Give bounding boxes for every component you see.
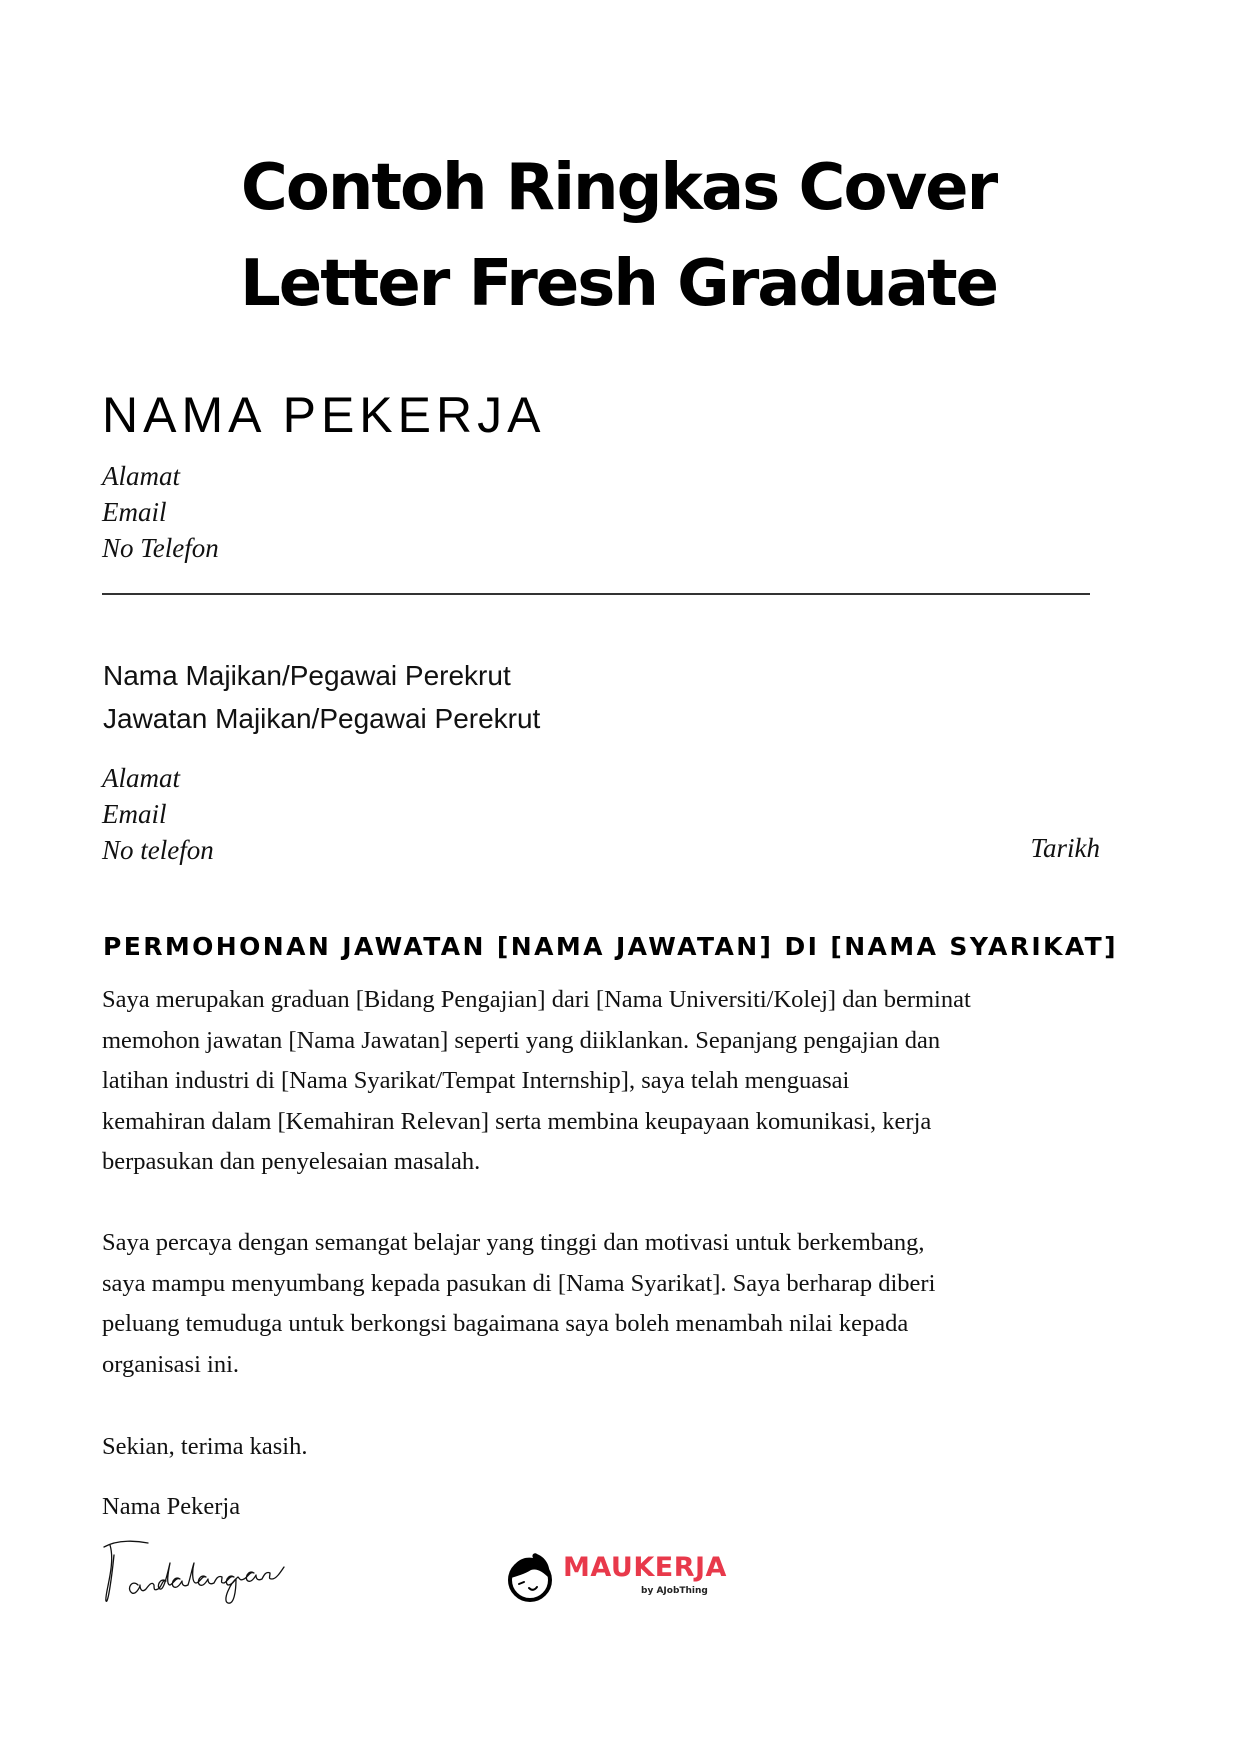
paragraph-line: peluang temuduga untuk berkongsi bagaimana saya boleh menambah nilai kepada: [102, 1310, 909, 1337]
logo-wordmark: MAUKERJA: [563, 1552, 727, 1583]
paragraph-line: Saya merupakan graduan [Bidang Pengajian] dari [Nama Universiti/Kolej] dan berminat: [102, 986, 971, 1013]
signature-script-icon: [98, 1535, 338, 1615]
signoff-name: Nama Pekerja: [102, 1493, 241, 1520]
logo-subtext: by AJobThing: [641, 1586, 708, 1596]
recipient-address: Alamat: [102, 763, 180, 793]
recipient-block: [103, 654, 540, 740]
letter-subject: PERMOHONAN JAWATAN [NAMA JAWATAN] DI [NAMA SYARIKAT]: [103, 932, 1118, 961]
recipient-position: Jawatan Majikan/Pegawai Perekrut: [103, 703, 541, 734]
closing-text: Sekian, terima kasih.: [102, 1433, 308, 1460]
paragraph-line: saya mampu menyumbang kepada pasukan di [Nama Syarikat]. Saya berharap diberi: [102, 1269, 936, 1297]
paragraph-line: organisasi ini.: [102, 1350, 240, 1378]
title-line-2: Letter Fresh Graduate: [240, 247, 997, 321]
paragraph-line: memohon jawatan [Nama Jawatan] seperti yang diiklankan. Sepanjang pengajian dan: [102, 1026, 941, 1054]
maukerja-logo: [503, 1550, 727, 1610]
recipient-phone: No telefon: [102, 835, 214, 865]
sender-contact: [102, 458, 219, 566]
document-title: [0, 140, 1237, 332]
date-label: Tarikh: [1030, 833, 1100, 863]
sender-email: Email: [102, 497, 167, 527]
sender-phone: No Telefon: [102, 533, 219, 563]
mascot-face-icon: [503, 1550, 557, 1604]
header-divider: [102, 593, 1090, 595]
recipient-contact: [102, 760, 214, 868]
body-paragraph-1: [102, 980, 1102, 1183]
recipient-email: Email: [102, 799, 167, 829]
paragraph-line: kemahiran dalam [Kemahiran Relevan] serta membina keupayaan komunikasi, kerja: [102, 1107, 932, 1135]
title-line-1: Contoh Ringkas Cover: [240, 151, 997, 225]
paragraph-line: berpasukan dan penyelesaian masalah.: [102, 1148, 481, 1175]
recipient-name: Nama Majikan/Pegawai Perekrut: [103, 660, 511, 691]
sender-name: NAMA PEKERJA: [102, 387, 546, 443]
paragraph-line: latihan industri di [Nama Syarikat/Tempat Internship], saya telah menguasai: [102, 1067, 850, 1094]
sender-address: Alamat: [102, 461, 180, 491]
body-paragraph-2: [102, 1223, 1102, 1385]
paragraph-line: Saya percaya dengan semangat belajar yang tinggi dan motivasi untuk berkembang,: [102, 1229, 925, 1256]
signature: [98, 1535, 338, 1620]
